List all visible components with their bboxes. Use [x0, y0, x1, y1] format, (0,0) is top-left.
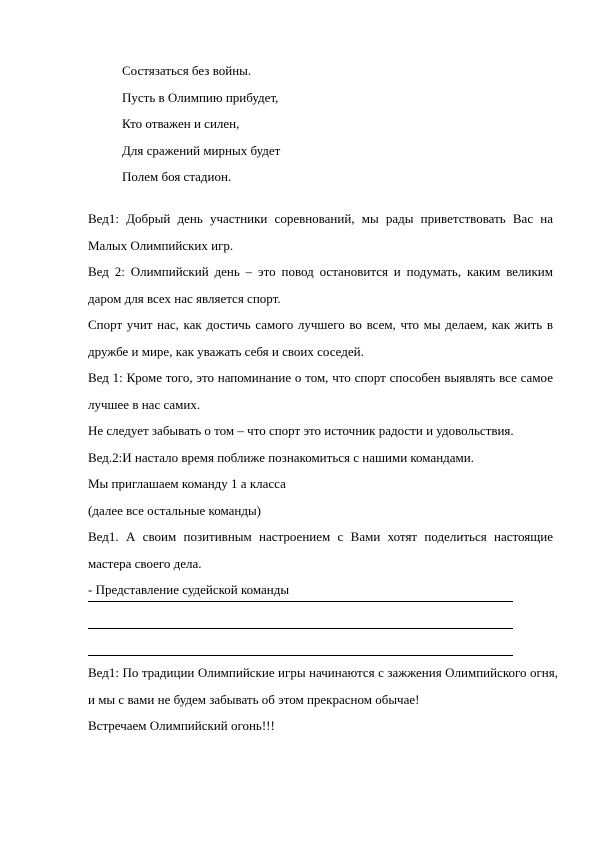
blank-line — [88, 602, 513, 629]
paragraph: Встречаем Олимпийский огонь!!! — [88, 718, 275, 733]
paragraph: Спорт учит нас, как достичь самого лучшего во всем, что мы делаем, как жить в дружбе и мире, как уважать себя и своих соседей. — [88, 317, 553, 359]
paragraph: Вед1: Добрый день участники соревнований, мы рады приветствовать Вас на Малых Олимпийских игр. — [88, 211, 553, 253]
closing-section — [88, 660, 558, 740]
paragraph: Вед 1: Кроме того, это напоминание о том, что спорт способен выявлять все самое лучшее в нас самих. — [88, 370, 553, 412]
paragraph: Вед.2:И настало время поближе познакомиться с нашими командами. — [88, 449, 474, 465]
poem-line: Полем боя стадион. — [122, 169, 232, 184]
blank-lines — [88, 600, 513, 656]
script-body — [88, 206, 553, 604]
paragraph: - Представление судейской команды — [88, 582, 290, 597]
poem-line: Для сражений мирных будет — [122, 142, 281, 158]
blank-line — [88, 629, 513, 656]
poem-line: Кто отважен и силен, — [122, 116, 240, 131]
paragraph: Не следует забывать о том – что спорт это источник радости и удовольствия. — [88, 423, 514, 438]
paragraph: Мы приглашаем команду 1 а класса — [88, 476, 286, 491]
paragraph: Вед 2: Олимпийский день – это повод остановится и подумать, каким великим даром для всех нас является спорт. — [88, 264, 553, 306]
poem-line: Состязаться без войны. — [122, 63, 252, 78]
paragraph: (далее все остальные команды) — [88, 502, 262, 518]
paragraph: Вед1. А своим позитивным настроением с Вами хотят поделиться настоящие мастера своего дела. — [88, 529, 553, 571]
poem-stanza — [122, 58, 542, 191]
paragraph: Вед1: По традиции Олимпийские игры начинаются с зажжения Олимпийского огня, и мы с вами не будем забывать об этом прекрасном обычае! — [88, 665, 558, 707]
poem-line: Пусть в Олимпию прибудет, — [122, 89, 279, 105]
